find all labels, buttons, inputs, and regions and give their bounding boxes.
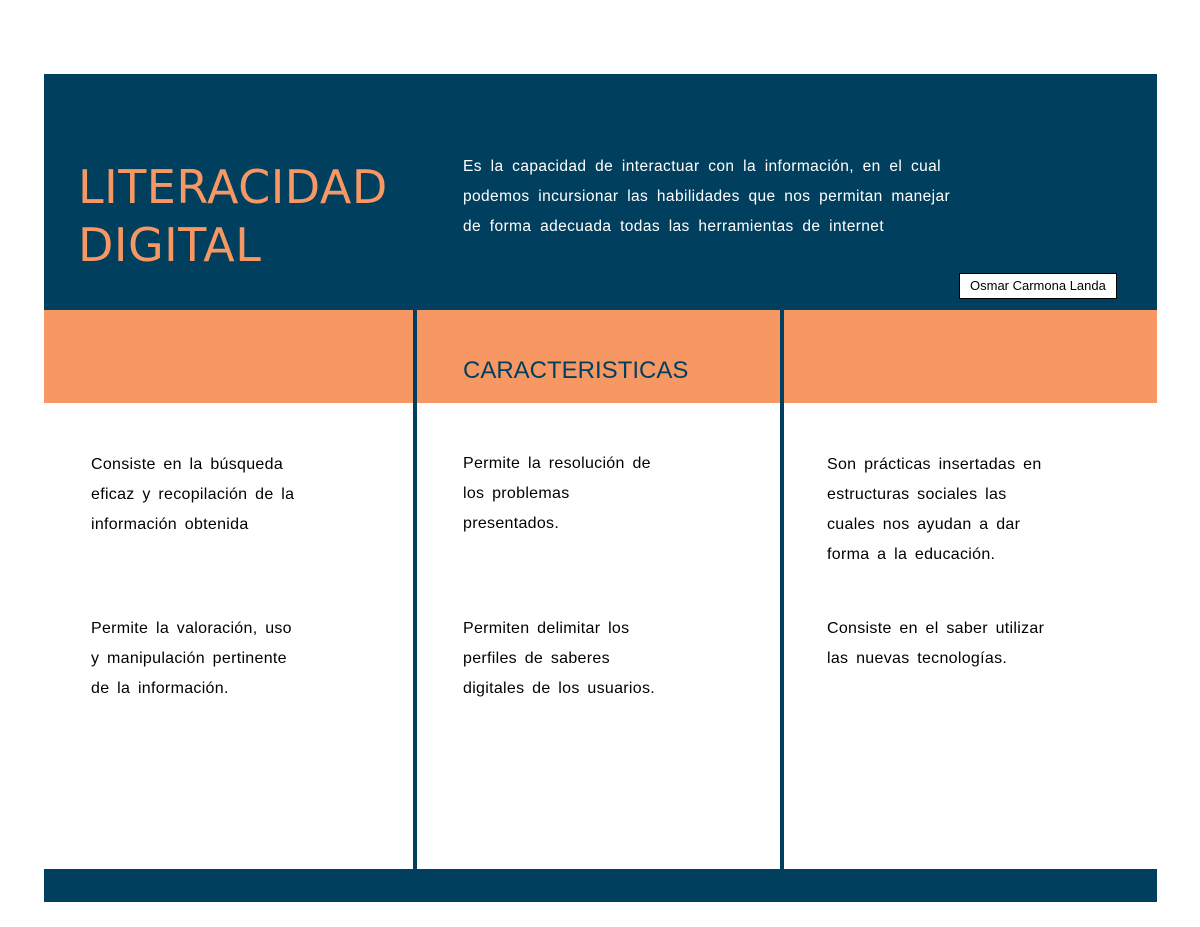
text-line: estructuras sociales las bbox=[827, 486, 1007, 503]
author-label: Osmar Carmona Landa bbox=[959, 273, 1117, 299]
text-line: Permite la resolución de bbox=[463, 455, 651, 472]
text-line: y manipulación pertinente bbox=[91, 650, 287, 667]
column-1-block-1 bbox=[91, 450, 294, 540]
column-divider-right bbox=[780, 310, 784, 870]
text-line: Consiste en el saber utilizar bbox=[827, 620, 1045, 637]
header-panel bbox=[44, 74, 1157, 310]
text-line: Consiste en la búsqueda bbox=[91, 456, 284, 473]
column-3-block-2 bbox=[827, 614, 1044, 674]
text-line: Permite la valoración, uso bbox=[91, 620, 292, 637]
column-3-block-1 bbox=[827, 450, 1042, 570]
column-1-block-2 bbox=[91, 614, 292, 704]
text-line: presentados. bbox=[463, 515, 560, 532]
characteristics-band bbox=[44, 310, 1157, 403]
footer-bar bbox=[44, 869, 1157, 902]
column-2-block-1 bbox=[463, 449, 651, 539]
title-line-1: LITERACIDAD bbox=[78, 160, 388, 214]
definition-line-3: de forma adecuada todas las herramientas de internet bbox=[463, 218, 885, 235]
characteristics-heading: CARACTERISTICAS bbox=[463, 357, 689, 384]
page-title bbox=[78, 158, 388, 274]
title-line-2: DIGITAL bbox=[78, 218, 262, 272]
text-line: forma a la educación. bbox=[827, 546, 996, 563]
text-line: de la información. bbox=[91, 680, 229, 697]
definition-line-1: Es la capacidad de interactuar con la información, en el cual bbox=[463, 158, 941, 175]
text-line: perfiles de saberes bbox=[463, 650, 610, 667]
text-line: Son prácticas insertadas en bbox=[827, 456, 1042, 473]
text-line: las nuevas tecnologías. bbox=[827, 650, 1008, 667]
text-line: los problemas bbox=[463, 485, 570, 502]
definition-line-2: podemos incursionar las habilidades que nos permitan manejar bbox=[463, 188, 951, 205]
column-2-block-2 bbox=[463, 614, 655, 704]
text-line: cuales nos ayudan a dar bbox=[827, 516, 1021, 533]
text-line: digitales de los usuarios. bbox=[463, 680, 656, 697]
definition-text bbox=[463, 152, 1083, 242]
text-line: información obtenida bbox=[91, 516, 249, 533]
column-divider-left bbox=[413, 310, 417, 870]
text-line: Permiten delimitar los bbox=[463, 620, 630, 637]
text-line: eficaz y recopilación de la bbox=[91, 486, 295, 503]
